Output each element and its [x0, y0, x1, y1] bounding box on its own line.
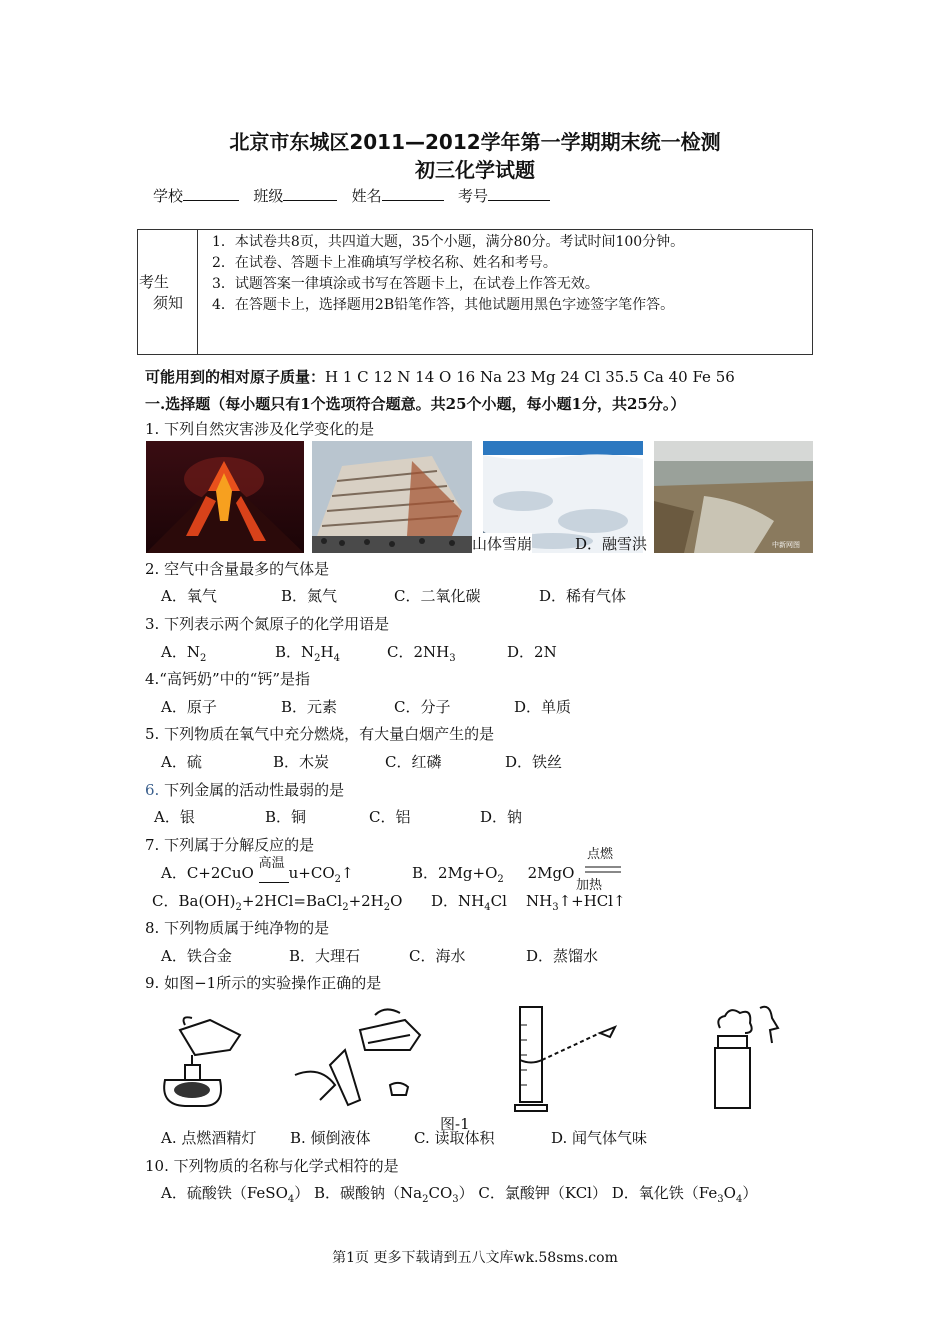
- question-4-options: [161, 696, 571, 717]
- option[interactable]: B．大理石: [289, 947, 361, 965]
- question-5-options: [161, 751, 562, 772]
- question-5-stem: 5. 下列物质在氧气中充分燃烧，有大量白烟产生的是: [145, 725, 495, 743]
- option[interactable]: A．氧气: [161, 587, 217, 605]
- option[interactable]: C. 读取体积: [414, 1129, 495, 1147]
- question-2-options: [161, 585, 626, 606]
- name-blank[interactable]: [382, 186, 444, 201]
- atomic-mass-line: 可能用到的相对原子质量：H 1 C 12 N 14 O 16 Na 23 Mg 24 Cl 35.5 Ca 40 Fe 56: [145, 368, 735, 386]
- option[interactable]: A．硫: [161, 753, 202, 771]
- option[interactable]: D．2N: [507, 643, 557, 661]
- watermark: 中新网图: [772, 541, 800, 549]
- question-7-option-b[interactable]: B．$2Mg+O_2$ 2MgO: [412, 864, 575, 885]
- school-label: 学校: [153, 187, 184, 205]
- name-label: 姓名: [351, 187, 382, 205]
- question-1-stem: 1. 下列自然灾害涉及化学变化的是: [145, 420, 375, 438]
- question-4-stem: 4.“高钙奶”中的“钙”是指: [145, 670, 310, 688]
- condition-label: 点燃: [587, 847, 614, 862]
- notice-item: 4．在答题卡上，选择题用2B铅笔作答，其他试题用黑色字迹签字笔作答。: [212, 297, 675, 313]
- option[interactable]: C．二氧化碳: [394, 587, 481, 605]
- question-7-stem: 7. 下列属于分解反应的是: [145, 836, 315, 854]
- notice-label: 考生 须知: [138, 230, 198, 355]
- notice-item: 1．本试卷共8页，共四道大题，35个小题，满分80分。考试时间100分钟。: [212, 234, 685, 250]
- option[interactable]: A．原子: [161, 698, 217, 716]
- option[interactable]: B．铜: [265, 808, 307, 826]
- question-6-options: [154, 806, 522, 827]
- option[interactable]: A. 点燃酒精灯: [161, 1129, 257, 1147]
- question-7-option-d[interactable]: D．$NH_4Cl$ $NH_3↑+HCl↑$: [431, 892, 626, 913]
- notice-table: [137, 229, 813, 355]
- avalanche-caption: 山体雪崩: [472, 535, 533, 553]
- earthquake-photo: [312, 441, 472, 553]
- question-8-stem: 8. 下列物质属于纯净物的是: [145, 919, 330, 937]
- option[interactable]: B．$N_2H_4$: [275, 643, 340, 664]
- flood-photo: [654, 441, 813, 553]
- question-2-stem: 2. 空气中含量最多的气体是: [145, 560, 330, 578]
- question-6-stem: 6. 下列金属的活动性最弱的是: [145, 781, 345, 799]
- exam-id-label: 考号: [457, 187, 488, 205]
- option[interactable]: C．红磷: [385, 753, 442, 771]
- option[interactable]: D．钠: [480, 808, 523, 826]
- option[interactable]: B．元素: [281, 698, 338, 716]
- school-blank[interactable]: [183, 186, 239, 201]
- info-fields: [153, 185, 550, 206]
- option[interactable]: B．氮气: [281, 587, 338, 605]
- exam-id-blank[interactable]: [488, 186, 550, 201]
- figure-caption: 图-1: [440, 1115, 470, 1133]
- notice-item: 2．在试卷、答题卡上准确填写学校名称、姓名和考号。: [212, 255, 557, 271]
- graduated-cylinder-figure: [505, 1005, 625, 1113]
- page-title: 北京市东城区2011—2012学年第一学期期末统一检测: [229, 130, 721, 154]
- alcohol-lamp-figure: [150, 1010, 250, 1110]
- condition-label: 加热: [576, 878, 603, 893]
- page-footer: 第1页 更多下载请到五八文库wk.58sms.com: [332, 1250, 618, 1266]
- option[interactable]: B．木炭: [273, 753, 330, 771]
- question-3-stem: 3. 下列表示两个氮原子的化学用语是: [145, 615, 390, 633]
- option[interactable]: C．铝: [369, 808, 411, 826]
- flood-caption: D．融雪洪: [575, 535, 648, 553]
- page-subtitle: 初三化学试题: [415, 158, 535, 182]
- question-10-options[interactable]: A．硫酸铁（FeSO$_4$） B．碳酸钠$(Na_2CO_3)$ C．氯酸钾（KCl） D．氧化铁$(Fe_3O_4)$: [161, 1184, 758, 1205]
- option[interactable]: C．海水: [409, 947, 466, 965]
- notice-items: [198, 230, 813, 355]
- smell-gas-figure: [700, 998, 790, 1113]
- section-heading: 一.选择题（每小题只有1个选项符合题意。共25个小题，每小题1分，共25分。）: [145, 395, 686, 413]
- option[interactable]: A．铁合金: [161, 947, 232, 965]
- question-9-stem: 9. 如图−1所示的实验操作正确的是: [145, 974, 382, 992]
- volcano-photo: [146, 441, 304, 553]
- class-blank[interactable]: [283, 186, 337, 201]
- question-8-options: [161, 945, 598, 966]
- option[interactable]: C．分子: [394, 698, 451, 716]
- question-7-option-c[interactable]: C．$Ba(OH)_2+2HCl=BaCl_2+2H_2O$: [152, 892, 403, 913]
- option[interactable]: D．单质: [514, 698, 572, 716]
- option[interactable]: D. 闻气体气味: [551, 1129, 648, 1147]
- notice-item: 3．试题答案一律填涂或书写在答题卡上，在试卷上作答无效。: [212, 276, 599, 292]
- condition-label: 高温: [258, 856, 285, 871]
- option[interactable]: D．稀有气体: [539, 587, 627, 605]
- option[interactable]: D．蒸馏水: [526, 947, 599, 965]
- question-9-options: [161, 1127, 647, 1148]
- question-7-option-a[interactable]: A．C+2CuO 高温 $u+CO_2↑$: [161, 862, 354, 885]
- pour-liquid-figure: [290, 1005, 430, 1110]
- option[interactable]: C．$2NH_3$: [387, 643, 456, 664]
- option[interactable]: A．银: [154, 808, 195, 826]
- option[interactable]: D．铁丝: [505, 753, 563, 771]
- question-3-options: [161, 641, 557, 664]
- option[interactable]: A．$N_2$: [161, 643, 207, 664]
- question-10-stem: 10. 下列物质的名称与化学式相符的是: [145, 1157, 399, 1175]
- class-label: 班级: [253, 187, 284, 205]
- option[interactable]: B. 倾倒液体: [290, 1129, 371, 1147]
